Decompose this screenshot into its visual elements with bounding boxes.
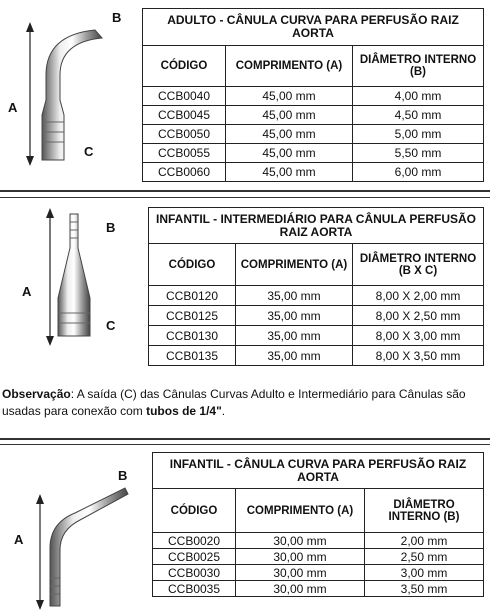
cell-diameter: 3,50 mm bbox=[365, 581, 484, 597]
table-row bbox=[143, 144, 484, 163]
divider bbox=[0, 197, 490, 198]
table-row bbox=[153, 533, 484, 549]
cell-code: CCB0040 bbox=[143, 87, 226, 106]
cell-length: 35,00 mm bbox=[236, 306, 353, 326]
cell-diameter: 4,00 mm bbox=[353, 87, 484, 106]
observation-text: : A saída (C) das Cânulas Curvas Adulto e Intermediário para Cânulas são usadas para conexão com bbox=[2, 387, 466, 418]
cell-code: CCB0050 bbox=[143, 125, 226, 144]
observation-emphasis: tubos de 1/4" bbox=[146, 404, 222, 418]
cell-length: 35,00 mm bbox=[236, 326, 353, 346]
col-header-code: CÓDIGO bbox=[143, 46, 226, 87]
cell-code: CCB0060 bbox=[143, 163, 226, 182]
table-row bbox=[143, 87, 484, 106]
cell-length: 45,00 mm bbox=[226, 144, 353, 163]
table-title: ADULTO - CÂNULA CURVA PARA PERFUSÃO RAIZ AORTA bbox=[143, 9, 484, 46]
label-b: B bbox=[112, 10, 122, 25]
divider bbox=[0, 444, 490, 445]
observation-label: Observação bbox=[2, 387, 71, 401]
cell-code: CCB0035 bbox=[153, 581, 236, 597]
cell-length: 35,00 mm bbox=[236, 346, 353, 366]
col-header-diameter: DIÂMETRO INTERNO (B X C) bbox=[353, 244, 484, 286]
cell-diameter: 2,00 mm bbox=[365, 533, 484, 549]
col-header-length: COMPRIMENTO (A) bbox=[236, 489, 365, 533]
table-row bbox=[153, 549, 484, 565]
cell-length: 30,00 mm bbox=[236, 565, 365, 581]
cell-length: 45,00 mm bbox=[226, 125, 353, 144]
col-header-diameter: DIÂMETRO INTERNO (B) bbox=[365, 489, 484, 533]
cell-diameter: 8,00 X 2,50 mm bbox=[353, 306, 484, 326]
cell-code: CCB0045 bbox=[143, 106, 226, 125]
table-row bbox=[149, 346, 484, 366]
cell-code: CCB0030 bbox=[153, 565, 236, 581]
cell-code: CCB0120 bbox=[149, 286, 236, 306]
cell-diameter: 8,00 X 3,00 mm bbox=[353, 326, 484, 346]
divider bbox=[0, 438, 490, 440]
cell-diameter: 8,00 X 2,00 mm bbox=[353, 286, 484, 306]
cell-length: 30,00 mm bbox=[236, 581, 365, 597]
label-a: A bbox=[14, 532, 24, 547]
adult-spec-table bbox=[142, 8, 484, 182]
cell-length: 45,00 mm bbox=[226, 163, 353, 182]
observation-note bbox=[2, 386, 488, 420]
cell-code: CCB0135 bbox=[149, 346, 236, 366]
cell-code: CCB0130 bbox=[149, 326, 236, 346]
infant-curved-cannula-image bbox=[30, 478, 140, 610]
cell-diameter: 8,00 X 3,50 mm bbox=[353, 346, 484, 366]
table-row bbox=[153, 565, 484, 581]
intermediate-spec-table bbox=[148, 207, 484, 366]
col-header-length: COMPRIMENTO (A) bbox=[236, 244, 353, 286]
adult-curved-cannula-image bbox=[20, 10, 130, 170]
cell-diameter: 5,00 mm bbox=[353, 125, 484, 144]
table-title: INFANTIL - INTERMEDIÁRIO PARA CÂNULA PERFUSÃO RAIZ AORTA bbox=[149, 208, 484, 244]
label-c: C bbox=[84, 144, 94, 159]
label-a: A bbox=[22, 284, 32, 299]
col-header-length: COMPRIMENTO (A) bbox=[226, 46, 353, 87]
col-header-diameter: DIÂMETRO INTERNO (B) bbox=[353, 46, 484, 87]
table-row bbox=[149, 326, 484, 346]
table-title: INFANTIL - CÂNULA CURVA PARA PERFUSÃO RAIZ AORTA bbox=[153, 453, 484, 489]
table-row bbox=[153, 581, 484, 597]
divider bbox=[0, 190, 490, 192]
observation-end: . bbox=[221, 404, 226, 418]
label-b: B bbox=[118, 468, 128, 483]
cell-diameter: 2,50 mm bbox=[365, 549, 484, 565]
table-row bbox=[143, 125, 484, 144]
col-header-code: CÓDIGO bbox=[149, 244, 236, 286]
label-a: A bbox=[8, 100, 18, 115]
table-row bbox=[143, 163, 484, 182]
cell-length: 35,00 mm bbox=[236, 286, 353, 306]
cell-code: CCB0025 bbox=[153, 549, 236, 565]
infant-spec-table bbox=[152, 452, 484, 597]
table-row bbox=[149, 286, 484, 306]
cell-diameter: 5,50 mm bbox=[353, 144, 484, 163]
cell-diameter: 4,50 mm bbox=[353, 106, 484, 125]
table-row bbox=[143, 106, 484, 125]
cell-length: 30,00 mm bbox=[236, 533, 365, 549]
cell-code: CCB0055 bbox=[143, 144, 226, 163]
cell-diameter: 6,00 mm bbox=[353, 163, 484, 182]
cell-length: 30,00 mm bbox=[236, 549, 365, 565]
cell-length: 45,00 mm bbox=[226, 106, 353, 125]
cell-length: 45,00 mm bbox=[226, 87, 353, 106]
col-header-code: CÓDIGO bbox=[153, 489, 236, 533]
cell-code: CCB0125 bbox=[149, 306, 236, 326]
table-row bbox=[149, 306, 484, 326]
label-b: B bbox=[106, 220, 116, 235]
label-c: C bbox=[106, 318, 116, 333]
cell-diameter: 3,00 mm bbox=[365, 565, 484, 581]
cell-code: CCB0020 bbox=[153, 533, 236, 549]
